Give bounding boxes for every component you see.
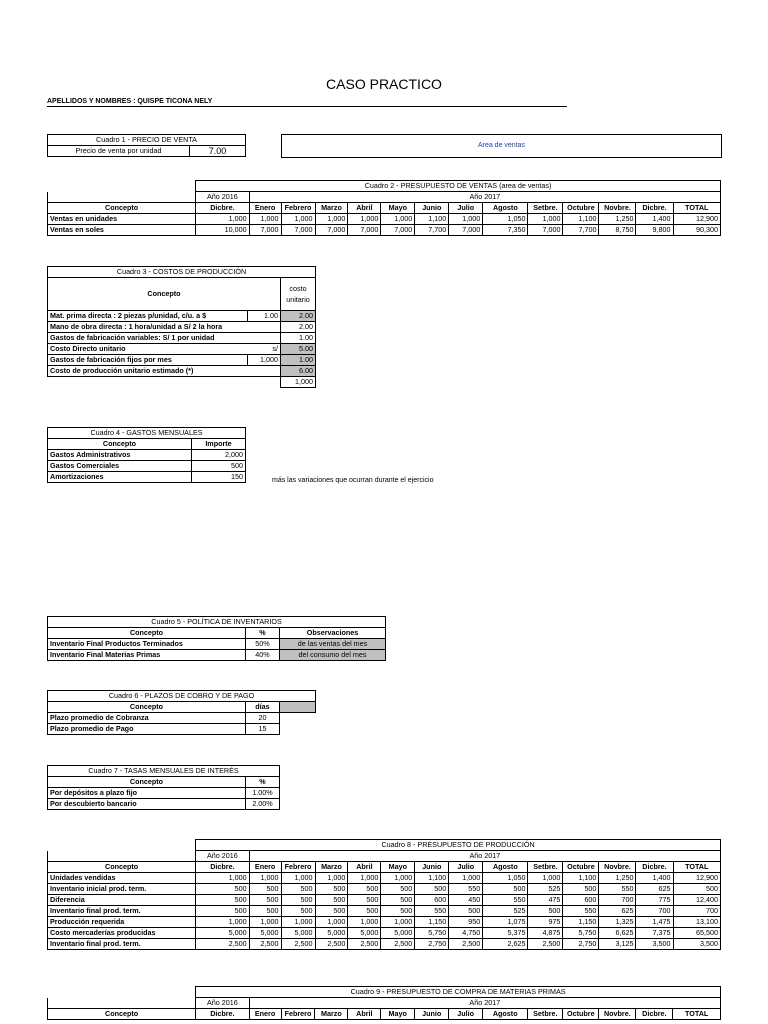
row-value: 6.00 bbox=[281, 366, 316, 377]
cell-value: 7,000 bbox=[249, 225, 281, 236]
cell-value: 1,000 bbox=[528, 214, 563, 225]
cell-value: 500 bbox=[249, 906, 281, 917]
cell-value: 500 bbox=[281, 884, 315, 895]
cell-value: 2,750 bbox=[563, 939, 599, 950]
table-cuadro-8 bbox=[47, 839, 721, 950]
row-observation: de las ventas del mes bbox=[280, 639, 386, 650]
dic-2016-header: Dicbre. bbox=[196, 1009, 249, 1020]
row-label: Amortizaciones bbox=[48, 472, 192, 483]
cell-value: 5,000 bbox=[315, 928, 348, 939]
month-header: Abril bbox=[348, 1009, 381, 1020]
cuadro-2-caption: Cuadro 2 - PRESUPUESTO DE VENTAS (area de ventas) bbox=[196, 181, 721, 192]
cell-value: 1,050 bbox=[483, 214, 528, 225]
observaciones-header: Observaciones bbox=[280, 628, 386, 639]
row-label: Inventario Final Productos Terminados bbox=[48, 639, 246, 650]
cell-value: 1,000 bbox=[281, 873, 315, 884]
cell-value: 1,000 bbox=[196, 214, 250, 225]
month-header: Novbre. bbox=[599, 1009, 636, 1020]
cell-value: 550 bbox=[415, 906, 449, 917]
row-label: Por depósitos a plazo fijo bbox=[48, 788, 246, 799]
cell-value: 2,500 bbox=[449, 939, 483, 950]
costo-header: costo bbox=[289, 284, 307, 293]
cell-value: 500 bbox=[315, 895, 348, 906]
row-aux: 1.00 bbox=[248, 311, 281, 322]
month-header: Febrero bbox=[281, 203, 315, 214]
cell-value: 1,000 bbox=[449, 873, 483, 884]
table-row bbox=[48, 450, 246, 461]
cell-value: 600 bbox=[563, 895, 599, 906]
month-header: Novbre. bbox=[599, 862, 636, 873]
table-row bbox=[48, 928, 721, 939]
cell-value: 500 bbox=[249, 884, 281, 895]
month-header: Dicbre. bbox=[636, 1009, 673, 1020]
month-header: Junio bbox=[415, 862, 449, 873]
student-names: APELLIDOS Y NOMBRES : QUISPE TICONA NELY bbox=[47, 98, 567, 107]
table-row bbox=[48, 225, 721, 236]
table-row bbox=[48, 366, 316, 377]
month-header: Enero bbox=[249, 862, 281, 873]
dic-2016-header: Dicbre. bbox=[196, 203, 250, 214]
cell-value: 90,300 bbox=[673, 225, 720, 236]
total-header: TOTAL bbox=[673, 1009, 721, 1020]
cell-value: 7,000 bbox=[281, 225, 315, 236]
table-cuadro-1 bbox=[47, 134, 246, 157]
cell-value: 1,075 bbox=[483, 917, 528, 928]
total-header: TOTAL bbox=[673, 862, 721, 873]
row-label: Unidades vendidas bbox=[48, 873, 196, 884]
cell-value: 1,000 bbox=[315, 873, 348, 884]
cell-value: 1,000 bbox=[249, 917, 281, 928]
table-row bbox=[48, 355, 316, 366]
month-header: Mayo bbox=[381, 1009, 415, 1020]
cell-value: 500 bbox=[196, 906, 250, 917]
cuadro-7-caption: Cuadro 7 - TASAS MENSUALES DE INTERÉS bbox=[48, 766, 280, 777]
table-row bbox=[48, 333, 316, 344]
row-label: Ventas en unidades bbox=[48, 214, 196, 225]
month-header: Mayo bbox=[381, 862, 415, 873]
month-header: Marzo bbox=[315, 862, 348, 873]
cell-value: 7,000 bbox=[315, 225, 348, 236]
cell-value: 975 bbox=[528, 917, 563, 928]
row-aux: s/ bbox=[248, 344, 281, 355]
cell-value: 700 bbox=[636, 906, 673, 917]
cell-value: 1,100 bbox=[415, 214, 449, 225]
cell-value: 500 bbox=[281, 906, 315, 917]
row-label: Por descubierto bancario bbox=[48, 799, 246, 810]
cell-value: 4,750 bbox=[449, 928, 483, 939]
month-header: Abril bbox=[348, 862, 381, 873]
row-pct: 40% bbox=[246, 650, 280, 661]
cell-value: 65,500 bbox=[673, 928, 721, 939]
cell-value: 7,000 bbox=[348, 225, 381, 236]
table-cuadro-7 bbox=[47, 765, 280, 810]
cell-value: 550 bbox=[599, 884, 636, 895]
row-label: Costo mercaderías producidas bbox=[48, 928, 196, 939]
cell-value: 500 bbox=[381, 895, 415, 906]
page-title: CASO PRACTICO bbox=[326, 76, 442, 92]
cell-value: 500 bbox=[348, 906, 381, 917]
cell-value: 1,400 bbox=[636, 214, 673, 225]
row-value: 2.00 bbox=[281, 311, 316, 322]
row-label: Costo de producción unitario estimado (*) bbox=[48, 366, 248, 377]
cell-value: 550 bbox=[483, 895, 528, 906]
cell-value: 500 bbox=[381, 906, 415, 917]
year-2016: Año 2016 bbox=[196, 998, 249, 1009]
cuadro-5-caption: Cuadro 5 - POLÍTICA DE INVENTARIOS bbox=[48, 617, 386, 628]
cell-value: 1,475 bbox=[636, 917, 673, 928]
row-label: Costo Directo unitario bbox=[48, 344, 248, 355]
row-aux: 1,000 bbox=[248, 355, 281, 366]
month-header: Agosto bbox=[483, 1009, 528, 1020]
cell-value: 1,000 bbox=[196, 873, 250, 884]
month-header: Febrero bbox=[281, 862, 315, 873]
row-label: Inventario Final Materias Primas bbox=[48, 650, 246, 661]
cell-value: 2,500 bbox=[381, 939, 415, 950]
concepto-header: Concepto bbox=[48, 278, 281, 311]
cell-value: 450 bbox=[449, 895, 483, 906]
cuadro-9-caption: Cuadro 9 - PRESUPUESTO DE COMPRA DE MATERIAS PRIMAS bbox=[196, 987, 721, 998]
row-label: Gastos de fabricación fijos por mes bbox=[48, 355, 248, 366]
area-ventas-box: Area de ventas bbox=[281, 134, 722, 158]
month-header: Setbre. bbox=[528, 1009, 563, 1020]
year-2017: Año 2017 bbox=[249, 192, 720, 203]
table-cuadro-9 bbox=[47, 986, 721, 1020]
cell-value: 1,000 bbox=[281, 214, 315, 225]
row-label: Mano de obra directa : 1 hora/unidad a S/ 2 la hora bbox=[48, 322, 248, 333]
month-header: Agosto bbox=[483, 862, 528, 873]
cell-value: 1,000 bbox=[381, 214, 415, 225]
row-label: Inventario final prod. term. bbox=[48, 906, 196, 917]
table-row bbox=[48, 650, 386, 661]
cell-value: 475 bbox=[528, 895, 563, 906]
cell-value: 525 bbox=[528, 884, 563, 895]
month-header: Setbre. bbox=[528, 862, 563, 873]
row-label: Diferencia bbox=[48, 895, 196, 906]
month-header: Julio bbox=[449, 203, 483, 214]
pct-header: % bbox=[246, 777, 280, 788]
cell-value: 500 bbox=[449, 906, 483, 917]
cell-value: 2,500 bbox=[249, 939, 281, 950]
cell-value: 1,000 bbox=[528, 873, 563, 884]
row-label: Inventario final prod. term. bbox=[48, 939, 196, 950]
month-header: Dicbre. bbox=[636, 862, 673, 873]
cell-value: 500 bbox=[196, 895, 250, 906]
cell-value: 1,325 bbox=[599, 917, 636, 928]
table-row bbox=[48, 895, 721, 906]
row-label: Plazo promedio de Cobranza bbox=[48, 713, 246, 724]
cell-value: 5,750 bbox=[415, 928, 449, 939]
price-value: 7.00 bbox=[190, 146, 246, 157]
table-cuadro-4 bbox=[47, 427, 246, 483]
cell-value: 500 bbox=[483, 884, 528, 895]
cell-value: 500 bbox=[281, 895, 315, 906]
cell-value: 500 bbox=[381, 884, 415, 895]
cell-value: 500 bbox=[315, 884, 348, 895]
cell-value: 700 bbox=[673, 906, 721, 917]
concepto-header: Concepto bbox=[48, 777, 246, 788]
row-value: 2.00 bbox=[281, 322, 316, 333]
row-value: 2,000 bbox=[192, 450, 246, 461]
month-header: Marzo bbox=[315, 1009, 348, 1020]
cell-value: 1,100 bbox=[415, 873, 449, 884]
cell-value: 9,800 bbox=[636, 225, 673, 236]
cell-value: 1,250 bbox=[599, 214, 636, 225]
cell-value: 625 bbox=[599, 906, 636, 917]
cell-value: 500 bbox=[415, 884, 449, 895]
table-row bbox=[48, 713, 316, 724]
table-cuadro-2 bbox=[47, 180, 721, 236]
fixed-units: 1,000 bbox=[281, 377, 316, 388]
cell-value: 1,000 bbox=[281, 917, 315, 928]
cell-value: 550 bbox=[563, 906, 599, 917]
cell-value: 7,700 bbox=[415, 225, 449, 236]
cell-value: 1,000 bbox=[348, 214, 381, 225]
cell-value: 5,000 bbox=[348, 928, 381, 939]
concepto-header: Concepto bbox=[48, 702, 246, 713]
row-label: Ventas en soles bbox=[48, 225, 196, 236]
cell-value: 5,000 bbox=[196, 928, 250, 939]
dias-header: días bbox=[246, 702, 280, 713]
cell-value: 7,000 bbox=[528, 225, 563, 236]
cell-value: 500 bbox=[528, 906, 563, 917]
table-row bbox=[48, 472, 246, 483]
table-row bbox=[48, 214, 721, 225]
row-label: Gastos Administrativos bbox=[48, 450, 192, 461]
cell-value: 500 bbox=[563, 884, 599, 895]
cell-value: 6,625 bbox=[599, 928, 636, 939]
row-value: 15 bbox=[246, 724, 280, 735]
row-aux bbox=[248, 333, 281, 344]
table-cuadro-6 bbox=[47, 690, 316, 735]
cell-value: 12,900 bbox=[673, 873, 721, 884]
cell-value: 4,875 bbox=[528, 928, 563, 939]
price-label: Precio de venta por unidad bbox=[48, 146, 190, 157]
month-header: Enero bbox=[249, 203, 281, 214]
row-value: 150 bbox=[192, 472, 246, 483]
cell-value: 5,000 bbox=[281, 928, 315, 939]
month-header: Octubre bbox=[563, 862, 599, 873]
cell-value: 1,000 bbox=[196, 917, 250, 928]
year-2016: Año 2016 bbox=[196, 192, 250, 203]
table-row bbox=[48, 788, 280, 799]
cell-value: 3,500 bbox=[673, 939, 721, 950]
row-label: Plazo promedio de Pago bbox=[48, 724, 246, 735]
table-row bbox=[48, 939, 721, 950]
cell-value: 525 bbox=[483, 906, 528, 917]
cell-value: 500 bbox=[315, 906, 348, 917]
cell-value: 1,100 bbox=[563, 214, 599, 225]
month-header: Novbre. bbox=[599, 203, 636, 214]
year-2017: Año 2017 bbox=[249, 851, 720, 862]
row-label: Gastos Comerciales bbox=[48, 461, 192, 472]
cell-value: 7,375 bbox=[636, 928, 673, 939]
cell-value: 1,400 bbox=[636, 873, 673, 884]
table-row bbox=[48, 799, 280, 810]
row-label: Mat. prima directa : 2 piezas p/unidad, c/u. a $ bbox=[48, 311, 248, 322]
month-header: Febrero bbox=[281, 1009, 315, 1020]
month-header: Junio bbox=[415, 203, 449, 214]
cuadro-6-caption: Cuadro 6 - PLAZOS DE COBRO Y DE PAGO bbox=[48, 691, 316, 702]
cell-value: 1,000 bbox=[315, 214, 348, 225]
month-header: Marzo bbox=[315, 203, 348, 214]
cell-value: 625 bbox=[636, 884, 673, 895]
cell-value: 600 bbox=[415, 895, 449, 906]
row-aux bbox=[248, 322, 281, 333]
table-row bbox=[48, 461, 246, 472]
concepto-header: Concepto bbox=[48, 628, 246, 639]
month-header: Setbre. bbox=[528, 203, 563, 214]
cuadro-1-caption: Cuadro 1 - PRECIO DE VENTA bbox=[48, 135, 246, 146]
cell-value: 5,000 bbox=[381, 928, 415, 939]
month-header: Agosto bbox=[483, 203, 528, 214]
cell-value: 12,900 bbox=[673, 214, 720, 225]
cuadro-8-caption: Cuadro 8 - PRESUPUESTO DE PRODUCCIÓN bbox=[196, 840, 721, 851]
table-row bbox=[48, 639, 386, 650]
concepto-header: Concepto bbox=[48, 1009, 196, 1020]
concepto-header: Concepto bbox=[48, 203, 196, 214]
row-label: Gastos de fabricación variables: S/ 1 por unidad bbox=[48, 333, 248, 344]
month-header: Junio bbox=[415, 1009, 449, 1020]
cell-value: 2,500 bbox=[281, 939, 315, 950]
cell-value: 500 bbox=[249, 895, 281, 906]
year-2017: Año 2017 bbox=[249, 998, 720, 1009]
table-cuadro-5 bbox=[47, 616, 386, 661]
cell-value: 2,750 bbox=[415, 939, 449, 950]
table-cuadro-3 bbox=[47, 266, 316, 388]
cell-value: 1,000 bbox=[348, 917, 381, 928]
concepto-header: Concepto bbox=[48, 862, 196, 873]
dic-2016-header: Dicbre. bbox=[196, 862, 250, 873]
cell-value: 500 bbox=[673, 884, 721, 895]
cell-value: 1,150 bbox=[563, 917, 599, 928]
table-row bbox=[48, 322, 316, 333]
cell-value: 2,500 bbox=[348, 939, 381, 950]
cell-value: 1,000 bbox=[249, 873, 281, 884]
row-label: Producción requerida bbox=[48, 917, 196, 928]
cuadro-4-caption: Cuadro 4 - GASTOS MENSUALES bbox=[48, 428, 246, 439]
cell-value: 1,000 bbox=[449, 214, 483, 225]
cell-value: 950 bbox=[449, 917, 483, 928]
cell-value: 5,750 bbox=[563, 928, 599, 939]
month-header: Abril bbox=[348, 203, 381, 214]
row-value: 500 bbox=[192, 461, 246, 472]
cell-value: 500 bbox=[348, 884, 381, 895]
cell-value: 1,000 bbox=[249, 214, 281, 225]
cell-value: 8,750 bbox=[599, 225, 636, 236]
gastos-note: más las variaciones que ocurran durante el ejercicio bbox=[272, 477, 434, 484]
table-row bbox=[48, 906, 721, 917]
row-observation: del consumo del mes bbox=[280, 650, 386, 661]
year-2016: Año 2016 bbox=[196, 851, 250, 862]
cell-value: 775 bbox=[636, 895, 673, 906]
month-header: Julio bbox=[449, 862, 483, 873]
row-label: Inventario inicial prod. term. bbox=[48, 884, 196, 895]
table-row bbox=[48, 873, 721, 884]
importe-header: Importe bbox=[192, 439, 246, 450]
cell-value: 1,250 bbox=[599, 873, 636, 884]
cell-value: 5,375 bbox=[483, 928, 528, 939]
table-row bbox=[48, 344, 316, 355]
table-row bbox=[48, 884, 721, 895]
cell-value: 7,000 bbox=[449, 225, 483, 236]
cell-value: 2,625 bbox=[483, 939, 528, 950]
cell-value: 700 bbox=[599, 895, 636, 906]
cell-value: 500 bbox=[348, 895, 381, 906]
cell-value: 1,100 bbox=[563, 873, 599, 884]
row-value: 5.00 bbox=[281, 344, 316, 355]
row-value: 1.00 bbox=[281, 333, 316, 344]
cell-value: 12,400 bbox=[673, 895, 721, 906]
cell-value: 1,000 bbox=[315, 917, 348, 928]
cuadro-3-caption: Cuadro 3 - COSTOS DE PRODUCCIÓN bbox=[48, 267, 316, 278]
month-header: Octubre bbox=[563, 203, 599, 214]
total-header: TOTAL bbox=[673, 203, 720, 214]
cell-value: 500 bbox=[196, 884, 250, 895]
table-row bbox=[48, 311, 316, 322]
month-header: Mayo bbox=[381, 203, 415, 214]
cell-value: 1,050 bbox=[483, 873, 528, 884]
pct-header: % bbox=[246, 628, 280, 639]
concepto-header: Concepto bbox=[48, 439, 192, 450]
cell-value: 1,000 bbox=[381, 873, 415, 884]
cell-value: 5,000 bbox=[249, 928, 281, 939]
month-header: Octubre bbox=[563, 1009, 599, 1020]
unitario-header: unitario bbox=[286, 295, 310, 304]
cell-value: 1,000 bbox=[381, 917, 415, 928]
cell-value: 1,150 bbox=[415, 917, 449, 928]
cell-value: 2,500 bbox=[528, 939, 563, 950]
row-value: 1.00 bbox=[281, 355, 316, 366]
month-header: Julio bbox=[449, 1009, 483, 1020]
cell-value: 7,700 bbox=[563, 225, 599, 236]
month-header: Enero bbox=[249, 1009, 281, 1020]
cell-value: 3,500 bbox=[636, 939, 673, 950]
row-value: 20 bbox=[246, 713, 280, 724]
table-row bbox=[48, 724, 316, 735]
cell-value: 550 bbox=[449, 884, 483, 895]
cell-value: 7,350 bbox=[483, 225, 528, 236]
row-aux bbox=[248, 366, 281, 377]
cell-value: 2,500 bbox=[196, 939, 250, 950]
cell-value: 3,125 bbox=[599, 939, 636, 950]
cell-value: 1,000 bbox=[348, 873, 381, 884]
row-pct: 50% bbox=[246, 639, 280, 650]
cell-value: 10,000 bbox=[196, 225, 250, 236]
row-value: 2.00% bbox=[246, 799, 280, 810]
cell-value: 13,100 bbox=[673, 917, 721, 928]
month-header: Dicbre. bbox=[636, 203, 673, 214]
cell-value: 7,000 bbox=[381, 225, 415, 236]
cell-value: 2,500 bbox=[315, 939, 348, 950]
table-row bbox=[48, 917, 721, 928]
row-value: 1.00% bbox=[246, 788, 280, 799]
